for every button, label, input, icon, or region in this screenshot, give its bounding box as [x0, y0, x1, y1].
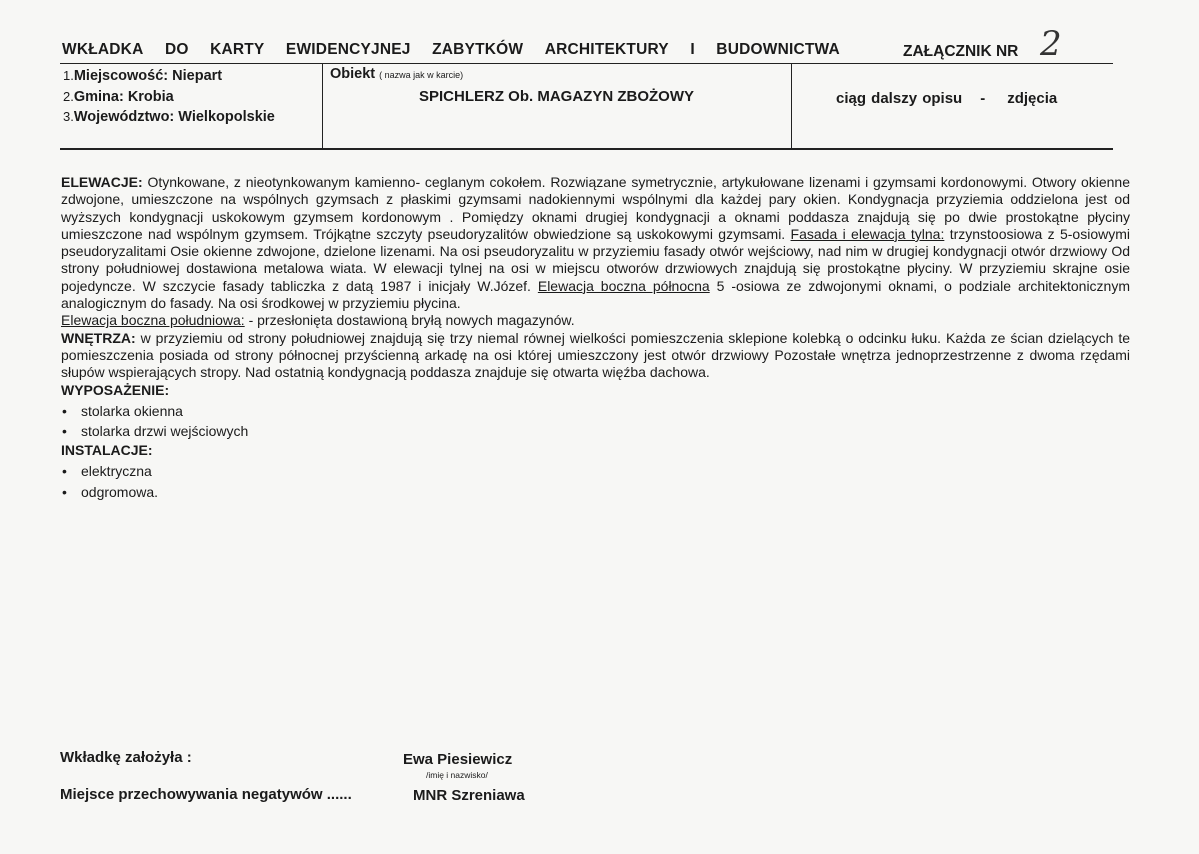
section-title: WNĘTRZA:	[61, 329, 136, 346]
header-word: KARTY	[210, 41, 265, 58]
interior-section: WNĘTRZA: w przyziemiu od strony południowej znajdują się trzy niemal równej wielkości pomieszczenia sklepione kolebką o odcinku łuku. Każda ze ścian dzielących te pomieszczenia posiada od strony północnej przyścienną arkadę na osi której umieszczony jest otwór drzwiowy Pozostałe wnętrza jednoprzestrzenne z dwoma rzędami słupów wspierających stropy. Nad ostatnią kondygnacją poddasza znajduje się otwarta więźba dachowa.	[61, 329, 1130, 381]
equipment-title: WYPOSAŻENIE:	[61, 381, 170, 398]
list-item: • odgromowa.	[81, 482, 1130, 503]
list-item: • stolarka drzwi wejściowych	[81, 421, 1130, 442]
header-word: ZABYTKÓW	[432, 41, 524, 58]
list-item: • elektryczna	[81, 461, 1130, 482]
location-item-locality: 1.Miejscowość: Niepart	[63, 68, 223, 84]
continuation-text: ciąg dalszy opisu - zdjęcia	[836, 90, 1058, 107]
object-label: Obiekt ( nazwa jak w karcie)	[330, 66, 464, 82]
header-word: EWIDENCYJNEJ	[285, 41, 411, 58]
attachment-label: ZAŁĄCZNIK NR	[903, 43, 1019, 60]
installations-title: INSTALACJE:	[61, 441, 153, 458]
list-item: • stolarka okienna	[81, 401, 1130, 422]
object-label-note: ( nazwa jak w karcie)	[379, 70, 464, 80]
installations-list	[61, 461, 1130, 502]
attachment-number: 2	[1040, 24, 1062, 64]
south-elevation-label: Elewacja boczna południowa:	[61, 312, 245, 329]
negatives-value: MNR Szreniawa	[413, 787, 525, 804]
header-word: BUDOWNICTWA	[716, 41, 840, 58]
created-by-label: Wkładkę założyła :	[60, 749, 192, 766]
object-name: SPICHLERZ Ob. MAGAZYN ZBOŻOWY	[419, 88, 694, 105]
created-by-value: Ewa Piesiewicz	[403, 751, 513, 768]
elevations-section: ELEWACJE: Otynkowane, z nieotynkowanym kamienno- ceglanym cokołem. Rozwiązane symetrycznie, artykułowane lizenami i gzymsami kordonowymi. Otwory okienne zdwojone, umieszczone na wspólnych gzymsach z płaskimi gzymsami nadokiennymi wspólnymi dla każdej pary okien. Kondygnacja przyziemia oddzielona jest od wyższych kondygnacji uskokowym gzymsem kordonowym . Pomiędzy oknami drugiej kondygnacji a oknami poddasza znajdują się po dwie prostokątne płyciny umieszczone nad wspólnym gzymsem. Trójkątne szczyty pseudoryzalitów obwiedzione są uskokowymi gzymsami. Fasada i elewacja tylna: trzynstoosiowa z 5-osiowymi pseudoryzalitami Osie okienne zdwojone, dzielone lizenami. Na osi pseudoryzalitu w przyziemiu fasady otwór wejściowy, nad nim w drugiej kondygnacji otwór drzwiowy Od strony południowej dostawiona metalowa wiata. W elewacji tylnej na osi w miejscu otworów drzwiowych znajdują się prostokątne płyciny. W przyziemiu skrajne osie pojedyncze. W szczycie fasady tabliczka z datą 1987 i inicjały W.Józef. Elewacja boczna północna 5 -osiowa ze zdwojonymi oknami, o podziale architektonicznym analogicznym do fasady. Na osi środkowej w przyziemiu płycina. Elewacja boczna południowa: - przesłonięta dostawioną bryłą nowych magazynów.	[61, 174, 1131, 329]
description-content	[61, 174, 1130, 502]
info-box	[60, 63, 1113, 150]
location-item-voivodeship: 3.Województwo: Wielkopolskie	[63, 109, 275, 125]
header-title	[62, 41, 840, 59]
facade-label: Fasada i elewacja tylna:	[790, 225, 945, 242]
north-elevation-label: Elewacja boczna północna	[537, 277, 710, 294]
header-word: I	[690, 41, 695, 58]
equipment-list	[61, 401, 1130, 442]
location-list	[63, 66, 275, 128]
header-word: ARCHITEKTURY	[544, 41, 669, 58]
header-word: WKŁADKA	[62, 41, 144, 58]
section-title: ELEWACJE:	[61, 174, 143, 190]
created-by-note: /imię i nazwisko/	[426, 770, 488, 780]
header-word: DO	[164, 41, 189, 58]
column-divider	[322, 64, 323, 148]
location-item-commune: 2.Gmina: Krobia	[63, 88, 174, 105]
negatives-label: Miejsce przechowywania negatywów ......	[60, 786, 352, 803]
column-divider	[791, 64, 792, 148]
